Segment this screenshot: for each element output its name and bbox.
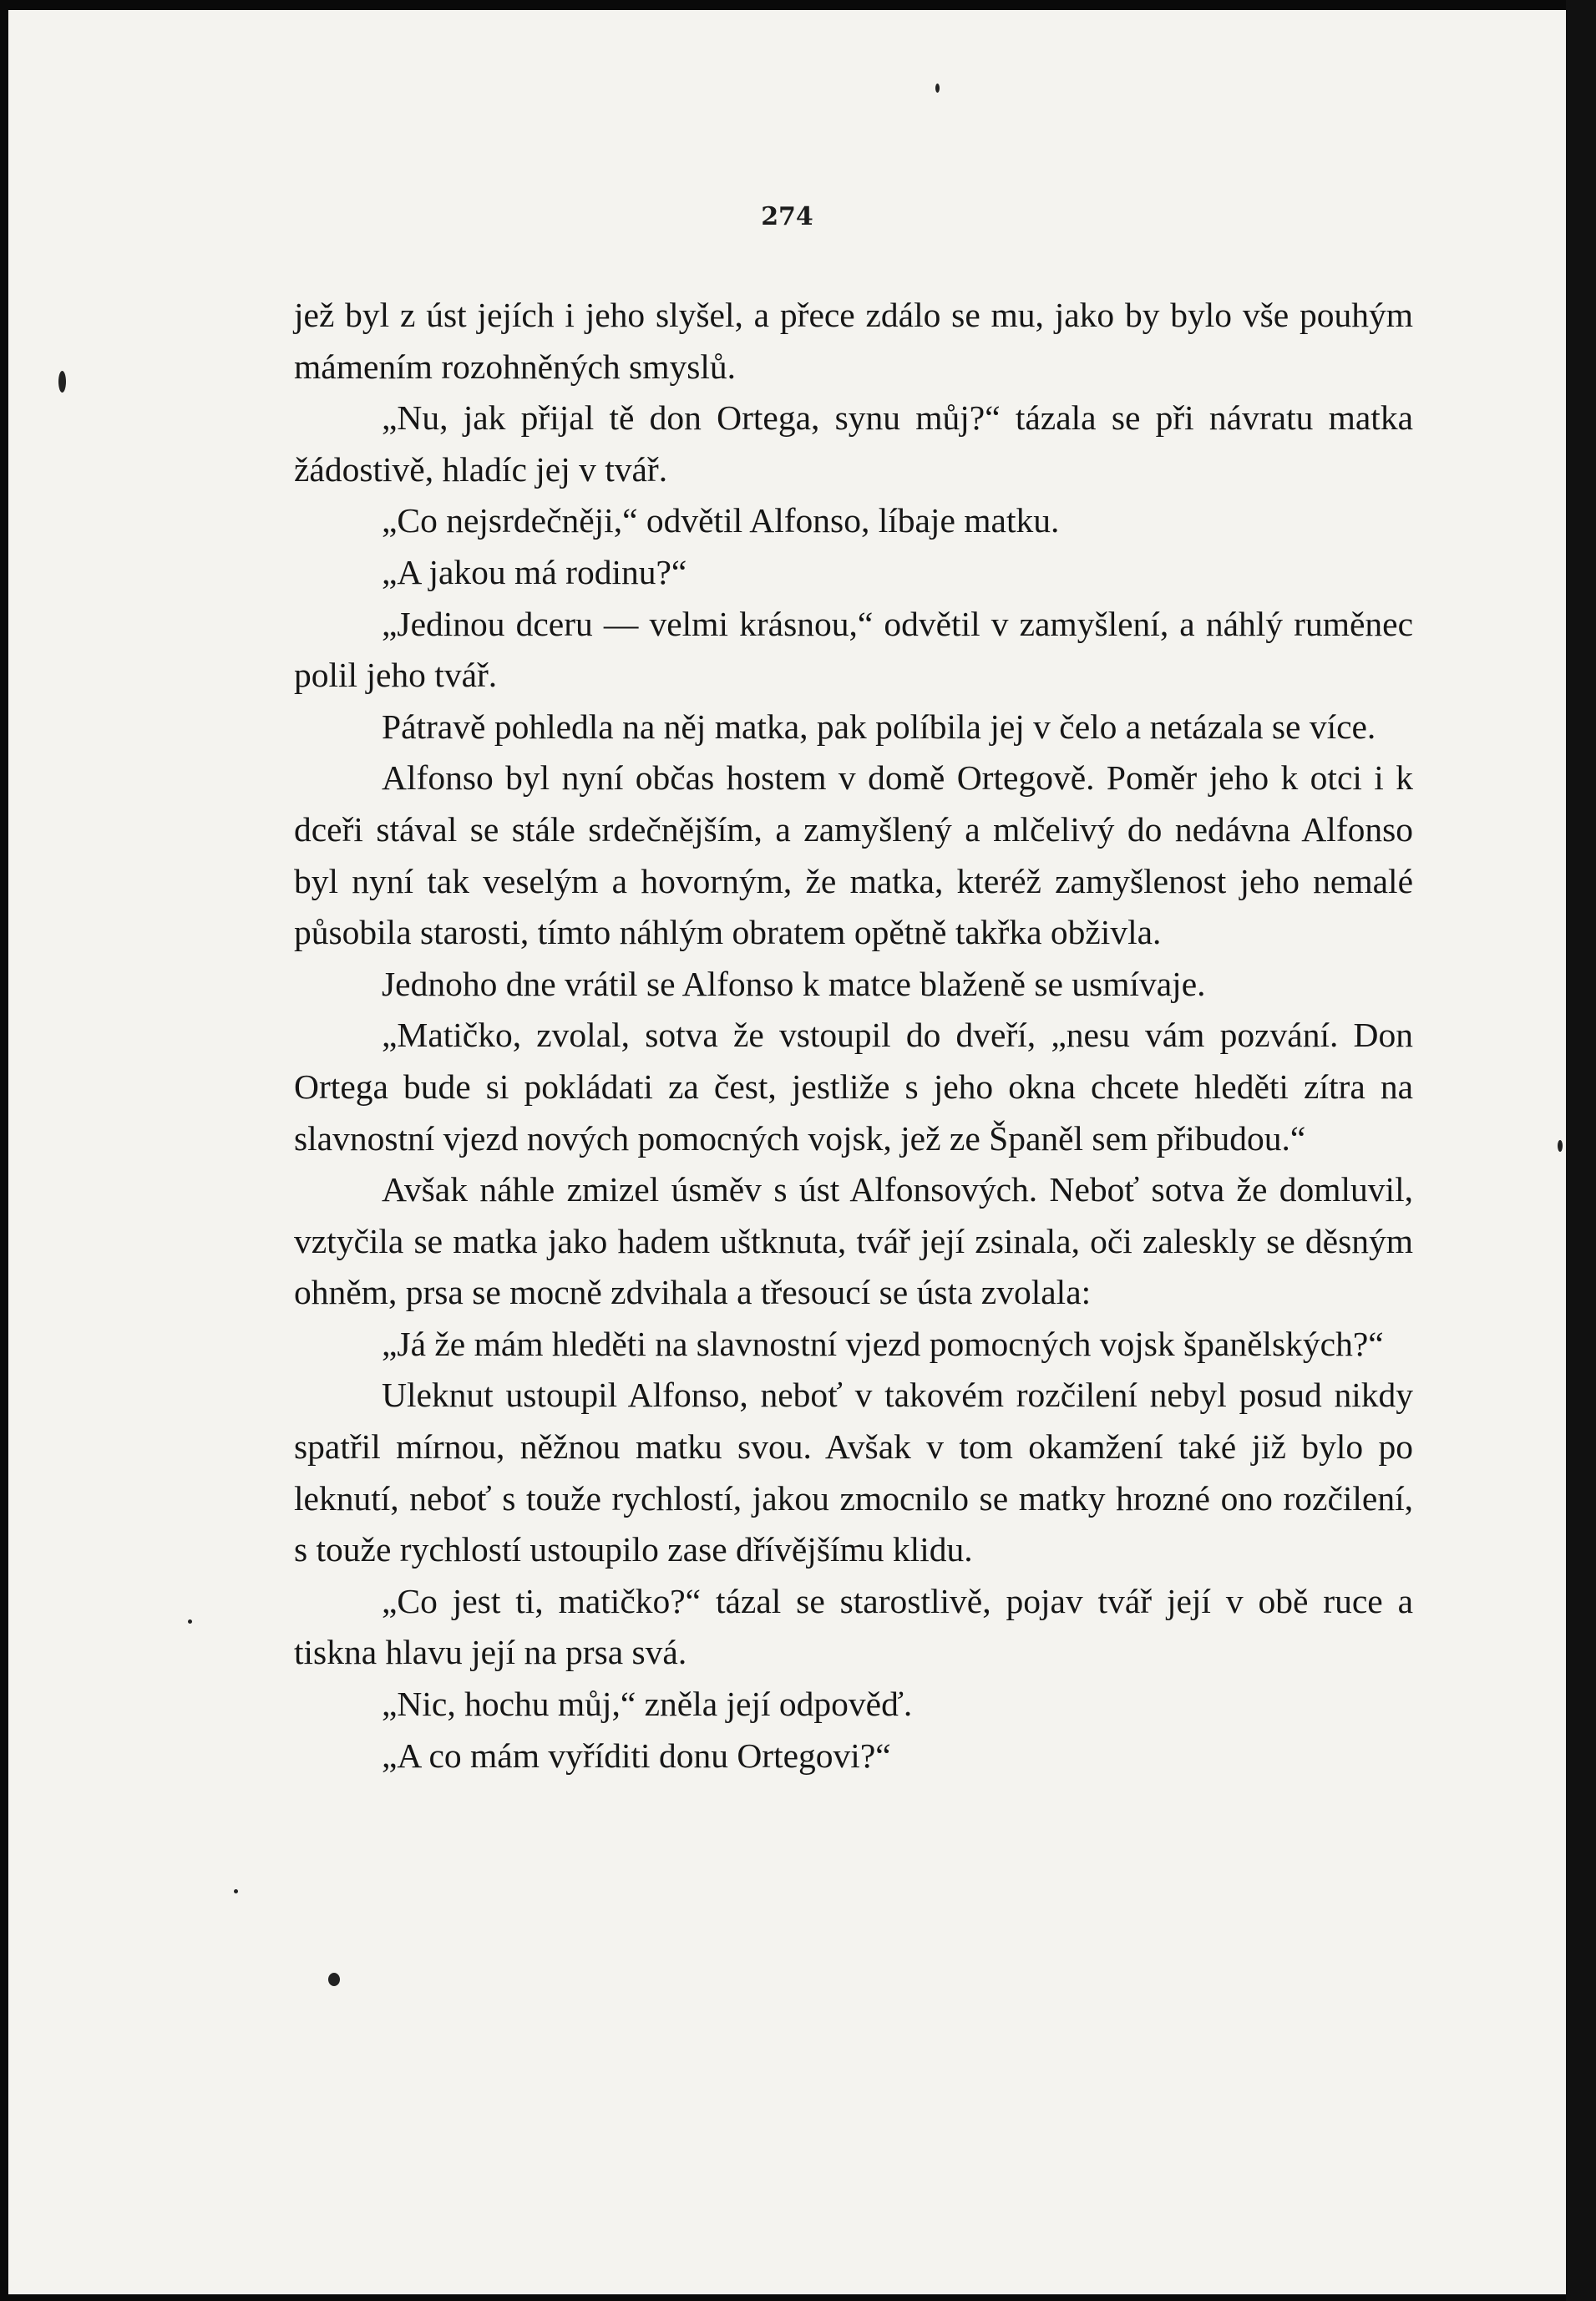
scan-speck [58,371,66,393]
paragraph: „Já že mám hleděti na slavnostní vjezd pomocných vojsk španělských?“ [382,1324,1384,1363]
paragraph: „Matičko, zvolal, sotva že vstoupil do dveří, „nesu vám pozvání. Don Ortega bude si pokládati za čest, jestliže s jeho okna chcete hleděti zítra na slavnostní vjezd nových pomocných vojsk, jež ze Španěl sem přibudou.“ [294,1016,1413,1158]
paragraph-continuation: jež byl z úst jejích i jeho slyšel, a přece zdálo se mu, jako by bylo vše pouhým mámením rozohněných smyslů. [294,296,1413,386]
paragraph: „A jakou má rodinu?“ [382,552,687,591]
paragraph: Pátravě pohledla na něj matka, pak políbila jej v čelo a netázala se více. [382,707,1376,746]
paragraph: „Co nejsrdečněji,“ odvětil Alfonso, líbaje matku. [382,501,1060,540]
scan-speck [935,84,940,93]
book-page [8,10,1566,2294]
body-text [294,290,1413,1782]
scan-speck [234,1889,238,1893]
paragraph: „Nu, jak přijal tě don Ortega, synu můj?“ tázala se při návratu matka žádostivě, hladíc jej v tvář. [294,398,1413,489]
paragraph: „Nic, hochu můj,“ zněla její odpověď. [382,1685,913,1724]
paragraph: „Jedinou dceru — velmi krásnou,“ odvětil v zamyšlení, a náhlý ruměnec polil jeho tvář. [294,604,1413,695]
paragraph: „Co jest ti, matičko?“ tázal se starostlivě, pojav tvář její v obě ruce a tiskna hlavu její na prsa svá. [294,1581,1413,1672]
paragraph: „A co mám vyříditi donu Ortegovi?“ [382,1736,891,1775]
page-number: 274 [761,202,813,231]
scan-speck [1558,1140,1563,1152]
paragraph: Avšak náhle zmizel úsměv s úst Alfonsových. Neboť sotva že domluvil, vztyčila se matka jako hadem uštknuta, tvář její zsinala, oči zaleskly se děsným ohněm, prsa se mocně zdvihala a třesoucí se ústa zvolala: [294,1170,1413,1312]
paragraph: Uleknut ustoupil Alfonso, neboť v takovém rozčilení nebyl posud nikdy spatřil mírnou, něžnou matku svou. Avšak v tom okamžení také již bylo po leknutí, neboť s touže rychlostí, jakou zmocnilo se matky hrozné ono rozčilení, s touže rychlostí ustoupilo zase dřívějšímu klidu. [294,1376,1413,1569]
scan-speck [328,1973,340,1986]
scan-speck [188,1619,192,1624]
paragraph: Alfonso byl nyní občas hostem v domě Ortegově. Poměr jeho k otci i k dceři stával se stále srdečnějším, a zamyšlený a mlčelivý do nedávna Alfonso byl nyní tak veselým a hovorným, že matka, kteréž zamyšlenost jeho nemalé působila starosti, tímto náhlým obratem opětně takřka obživla. [294,758,1413,952]
scan-edge [1566,0,1596,2301]
paragraph: Jednoho dne vrátil se Alfonso k matce blaženě se usmívaje. [382,964,1206,1003]
